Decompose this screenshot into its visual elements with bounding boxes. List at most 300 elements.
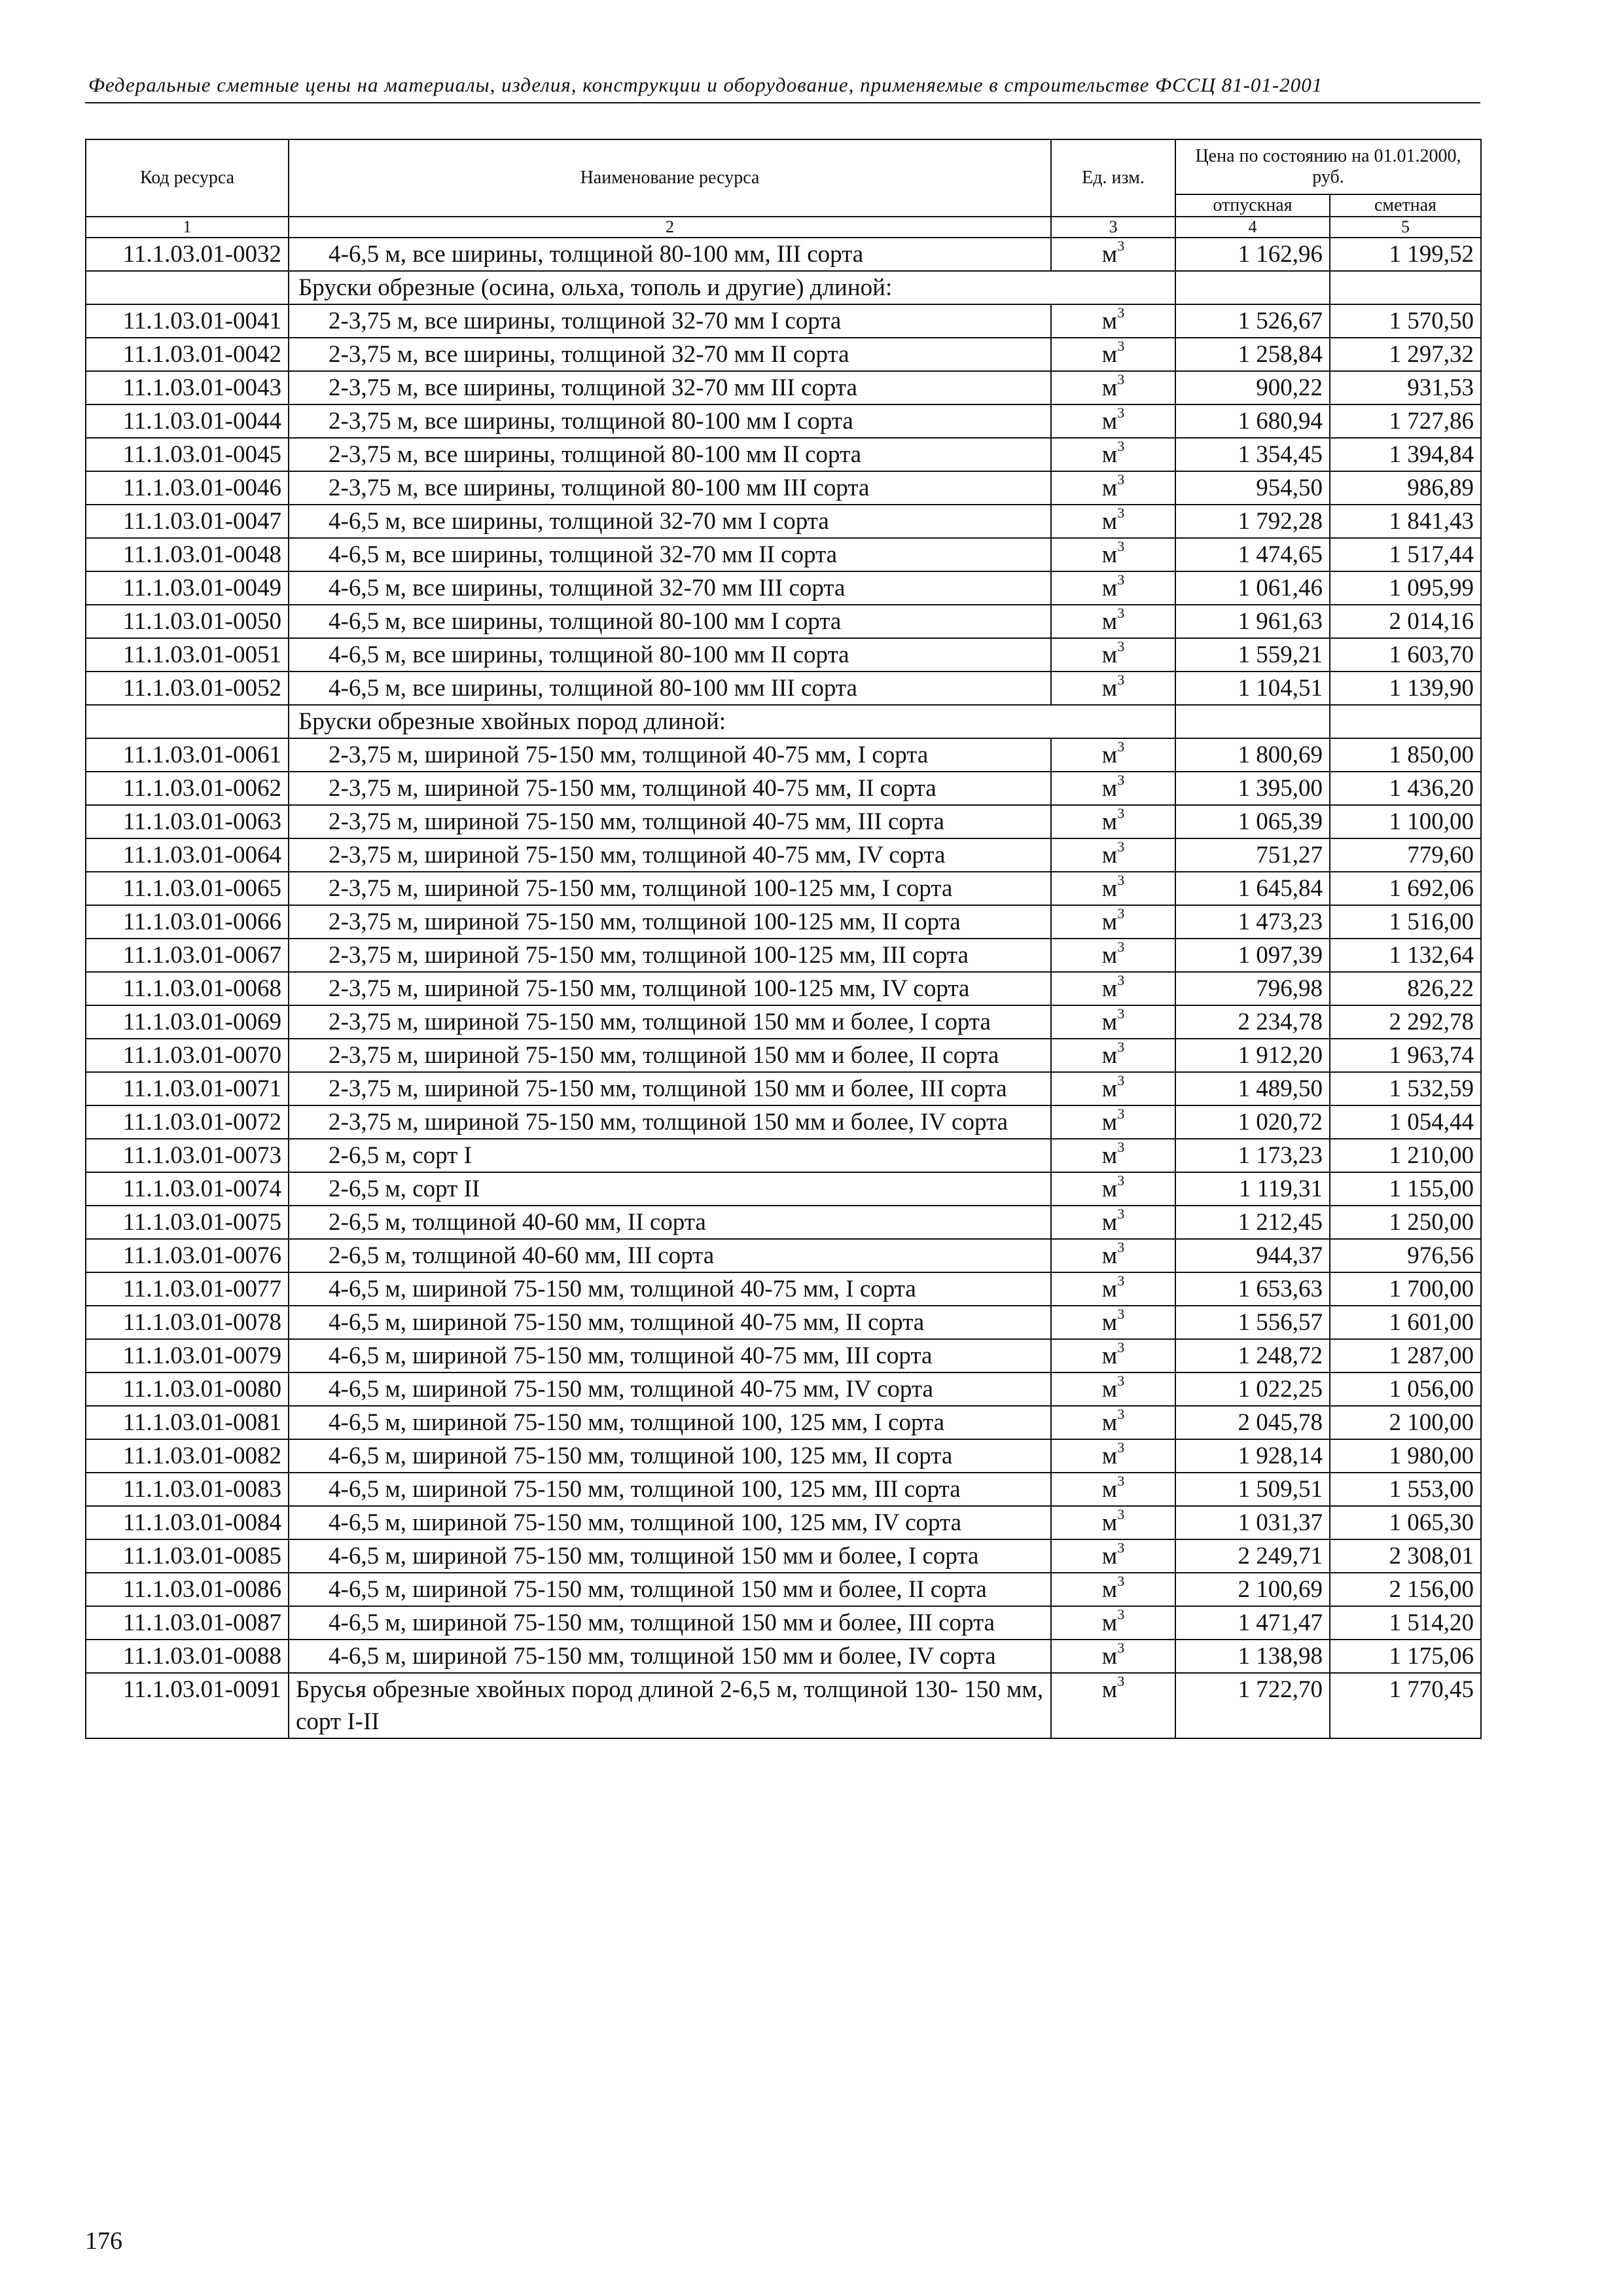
table-row bbox=[86, 1539, 1481, 1573]
unit-base: м bbox=[1101, 341, 1118, 368]
resource-name-cell bbox=[289, 1573, 1051, 1606]
table-row bbox=[86, 1206, 1481, 1239]
unit-cell bbox=[1051, 672, 1175, 705]
release-price: 1 258,84 bbox=[1175, 338, 1330, 371]
release-price: 1 645,84 bbox=[1175, 872, 1330, 905]
resource-name-cell bbox=[289, 304, 1051, 338]
table-row bbox=[86, 1640, 1481, 1673]
estimate-price: 931,53 bbox=[1330, 371, 1481, 404]
unit-base: м bbox=[1101, 1075, 1118, 1102]
unit-base: м bbox=[1101, 508, 1118, 535]
table-row bbox=[86, 738, 1481, 772]
unit-cell bbox=[1051, 1573, 1175, 1606]
estimate-price: 1 963,74 bbox=[1330, 1039, 1481, 1072]
resource-code: 11.1.03.01-0067 bbox=[86, 939, 289, 972]
release-price: 1 526,67 bbox=[1175, 304, 1330, 338]
resource-code: 11.1.03.01-0080 bbox=[86, 1372, 289, 1406]
unit-cell bbox=[1051, 438, 1175, 471]
table-row bbox=[86, 471, 1481, 505]
release-price: 2 234,78 bbox=[1175, 1005, 1330, 1039]
resource-code: 11.1.03.01-0084 bbox=[86, 1506, 289, 1539]
unit-cell bbox=[1051, 1473, 1175, 1506]
resource-code: 11.1.03.01-0073 bbox=[86, 1139, 289, 1172]
unit-cell bbox=[1051, 1206, 1175, 1239]
resource-code: 11.1.03.01-0050 bbox=[86, 605, 289, 638]
table-row bbox=[86, 1606, 1481, 1640]
release-price: 2 100,69 bbox=[1175, 1573, 1330, 1606]
estimate-price: 1 570,50 bbox=[1330, 304, 1481, 338]
resource-name: 4-6,5 м, все ширины, толщиной 32-70 мм I сорта bbox=[329, 508, 829, 535]
column-number-row bbox=[86, 217, 1481, 238]
estimate-price: 1 700,00 bbox=[1330, 1272, 1481, 1306]
group-heading-row bbox=[86, 705, 1481, 738]
unit-cell bbox=[1051, 1306, 1175, 1339]
resource-name-cell bbox=[289, 772, 1051, 805]
estimate-price: 1 250,00 bbox=[1330, 1206, 1481, 1239]
price-table bbox=[85, 139, 1482, 1739]
unit-cell bbox=[1051, 304, 1175, 338]
release-price: 1 138,98 bbox=[1175, 1640, 1330, 1673]
col-header-release: отпускная bbox=[1175, 194, 1330, 217]
release-price: 1 722,70 bbox=[1175, 1673, 1330, 1738]
release-price: 1 173,23 bbox=[1175, 1139, 1330, 1172]
unit-exponent: 3 bbox=[1117, 1038, 1125, 1055]
unit-cell bbox=[1051, 404, 1175, 438]
col-number: 2 bbox=[289, 217, 1051, 238]
unit-base: м bbox=[1101, 1175, 1118, 1202]
unit-cell bbox=[1051, 238, 1175, 271]
col-header-unit: Ед. изм. bbox=[1051, 139, 1175, 217]
release-price: 1 065,39 bbox=[1175, 805, 1330, 838]
unit-exponent: 3 bbox=[1117, 1505, 1125, 1522]
table-row bbox=[86, 1039, 1481, 1072]
unit-exponent: 3 bbox=[1117, 738, 1125, 755]
resource-name: 2-3,75 м, все ширины, толщиной 80-100 мм II сорта bbox=[329, 441, 862, 468]
estimate-price: 1 517,44 bbox=[1330, 538, 1481, 571]
table-row bbox=[86, 605, 1481, 638]
unit-exponent: 3 bbox=[1117, 804, 1125, 821]
estimate-price: 1 100,00 bbox=[1330, 805, 1481, 838]
unit-base: м bbox=[1101, 1276, 1118, 1302]
resource-name: 2-3,75 м, шириной 75-150 мм, толщиной 150 мм и более, III сорта bbox=[329, 1075, 1007, 1102]
resource-code: 11.1.03.01-0032 bbox=[86, 238, 289, 271]
group-heading: Бруски обрезные хвойных пород длиной: bbox=[289, 705, 1175, 738]
unit-exponent: 3 bbox=[1117, 1672, 1125, 1689]
resource-name: 2-3,75 м, шириной 75-150 мм, толщиной 40-75 мм, IV сорта bbox=[329, 842, 946, 869]
release-price: 1 509,51 bbox=[1175, 1473, 1330, 1506]
resource-name: 4-6,5 м, шириной 75-150 мм, толщиной 100, 125 мм, I сорта bbox=[329, 1409, 945, 1436]
resource-name-cell bbox=[289, 972, 1051, 1005]
table-row bbox=[86, 772, 1481, 805]
unit-base: м bbox=[1101, 775, 1118, 802]
resource-code: 11.1.03.01-0047 bbox=[86, 505, 289, 538]
resource-name-cell bbox=[289, 638, 1051, 672]
release-price: 1 961,63 bbox=[1175, 605, 1330, 638]
resource-name-cell bbox=[289, 1172, 1051, 1206]
unit-base: м bbox=[1101, 408, 1118, 435]
resource-code: 11.1.03.01-0082 bbox=[86, 1439, 289, 1473]
unit-exponent: 3 bbox=[1117, 337, 1125, 354]
estimate-price: 1 850,00 bbox=[1330, 738, 1481, 772]
resource-name-cell bbox=[289, 738, 1051, 772]
estimate-price: 2 014,16 bbox=[1330, 605, 1481, 638]
unit-cell bbox=[1051, 1539, 1175, 1573]
unit-cell bbox=[1051, 338, 1175, 371]
unit-base: м bbox=[1101, 1242, 1118, 1269]
table-row bbox=[86, 1372, 1481, 1406]
unit-exponent: 3 bbox=[1117, 1205, 1125, 1222]
unit-cell bbox=[1051, 1239, 1175, 1272]
estimate-price: 1 436,20 bbox=[1330, 772, 1481, 805]
unit-cell bbox=[1051, 905, 1175, 939]
resource-code: 11.1.03.01-0072 bbox=[86, 1105, 289, 1139]
release-price: 1 104,51 bbox=[1175, 672, 1330, 705]
resource-name: 2-3,75 м, все ширины, толщиной 80-100 мм III сорта bbox=[329, 475, 870, 501]
resource-name: 2-3,75 м, шириной 75-150 мм, толщиной 100-125 мм, I сорта bbox=[329, 875, 953, 902]
table-row bbox=[86, 1306, 1481, 1339]
resource-name-cell bbox=[289, 805, 1051, 838]
resource-name: 2-3,75 м, все ширины, толщиной 32-70 мм III сорта bbox=[329, 374, 857, 401]
estimate-price: 1 727,86 bbox=[1330, 404, 1481, 438]
resource-code: 11.1.03.01-0043 bbox=[86, 371, 289, 404]
resource-name: 4-6,5 м, все ширины, толщиной 32-70 мм II сорта bbox=[329, 541, 838, 568]
unit-exponent: 3 bbox=[1117, 1639, 1125, 1656]
resource-name-cell bbox=[289, 1539, 1051, 1573]
unit-cell bbox=[1051, 371, 1175, 404]
unit-exponent: 3 bbox=[1117, 1071, 1125, 1088]
unit-exponent: 3 bbox=[1117, 671, 1125, 688]
unit-base: м bbox=[1101, 675, 1118, 702]
resource-name-cell bbox=[289, 1473, 1051, 1506]
resource-name: 4-6,5 м, шириной 75-150 мм, толщиной 40-75 мм, III сорта bbox=[329, 1342, 933, 1369]
unit-cell bbox=[1051, 1172, 1175, 1206]
unit-exponent: 3 bbox=[1117, 1338, 1125, 1355]
table-row bbox=[86, 1139, 1481, 1172]
unit-base: м bbox=[1101, 1476, 1118, 1503]
estimate-price: 976,56 bbox=[1330, 1239, 1481, 1272]
group-heading: Бруски обрезные (осина, ольха, тополь и другие) длиной: bbox=[289, 271, 1175, 304]
estimate-price: 1 841,43 bbox=[1330, 505, 1481, 538]
col-number: 5 bbox=[1330, 217, 1481, 238]
unit-cell bbox=[1051, 471, 1175, 505]
empty-price-cell bbox=[1175, 271, 1330, 304]
resource-name-cell bbox=[289, 672, 1051, 705]
resource-name-cell bbox=[289, 1640, 1051, 1673]
resource-name: 4-6,5 м, все ширины, толщиной 80-100 мм I сорта bbox=[329, 608, 842, 635]
estimate-price: 1 054,44 bbox=[1330, 1105, 1481, 1139]
unit-cell bbox=[1051, 805, 1175, 838]
resource-name: 4-6,5 м, все ширины, толщиной 32-70 мм III сорта bbox=[329, 575, 846, 601]
unit-exponent: 3 bbox=[1117, 771, 1125, 788]
resource-code: 11.1.03.01-0062 bbox=[86, 772, 289, 805]
unit-cell bbox=[1051, 939, 1175, 972]
table-row bbox=[86, 338, 1481, 371]
unit-base: м bbox=[1101, 641, 1118, 668]
resource-name-cell bbox=[289, 338, 1051, 371]
table-row bbox=[86, 505, 1481, 538]
resource-name-cell bbox=[289, 471, 1051, 505]
unit-cell bbox=[1051, 1439, 1175, 1473]
resource-name: 2-3,75 м, шириной 75-150 мм, толщиной 40-75 мм, III сорта bbox=[329, 808, 944, 835]
unit-base: м bbox=[1101, 742, 1118, 768]
resource-name: 4-6,5 м, шириной 75-150 мм, толщиной 100, 125 мм, III сорта bbox=[329, 1476, 961, 1503]
unit-base: м bbox=[1101, 1409, 1118, 1436]
unit-exponent: 3 bbox=[1117, 1539, 1125, 1556]
resource-name: 2-3,75 м, шириной 75-150 мм, толщиной 100-125 мм, IV сорта bbox=[329, 975, 970, 1002]
resource-name-cell bbox=[289, 905, 1051, 939]
unit-cell bbox=[1051, 838, 1175, 872]
resource-name-cell bbox=[289, 1272, 1051, 1306]
table-row bbox=[86, 1573, 1481, 1606]
table-row bbox=[86, 872, 1481, 905]
unit-base: м bbox=[1101, 308, 1118, 334]
unit-exponent: 3 bbox=[1117, 504, 1125, 521]
resource-name-cell bbox=[289, 1239, 1051, 1272]
release-price: 1 212,45 bbox=[1175, 1206, 1330, 1239]
table-row bbox=[86, 1239, 1481, 1272]
table-row bbox=[86, 1439, 1481, 1473]
resource-code: 11.1.03.01-0076 bbox=[86, 1239, 289, 1272]
resource-code: 11.1.03.01-0083 bbox=[86, 1473, 289, 1506]
resource-name: 2-3,75 м, шириной 75-150 мм, толщиной 150 мм и более, IV сорта bbox=[329, 1109, 1008, 1136]
resource-name: 2-3,75 м, шириной 75-150 мм, толщиной 100-125 мм, III сорта bbox=[329, 942, 969, 969]
unit-base: м bbox=[1101, 1609, 1118, 1636]
resource-name: 2-3,75 м, шириной 75-150 мм, толщиной 150 мм и более, I сорта bbox=[329, 1009, 991, 1035]
empty-code-cell bbox=[86, 271, 289, 304]
resource-name-cell bbox=[289, 1673, 1051, 1738]
col-header-code: Код ресурса bbox=[86, 139, 289, 217]
unit-exponent: 3 bbox=[1117, 537, 1125, 554]
release-price: 944,37 bbox=[1175, 1239, 1330, 1272]
resource-code: 11.1.03.01-0088 bbox=[86, 1640, 289, 1673]
unit-cell bbox=[1051, 605, 1175, 638]
unit-exponent: 3 bbox=[1117, 237, 1125, 254]
estimate-price: 1 155,00 bbox=[1330, 1172, 1481, 1206]
empty-price-cell bbox=[1330, 705, 1481, 738]
estimate-price: 1 297,32 bbox=[1330, 338, 1481, 371]
release-price: 1 559,21 bbox=[1175, 638, 1330, 672]
resource-code: 11.1.03.01-0087 bbox=[86, 1606, 289, 1640]
unit-exponent: 3 bbox=[1117, 938, 1125, 955]
release-price: 1 556,57 bbox=[1175, 1306, 1330, 1339]
unit-exponent: 3 bbox=[1117, 370, 1125, 387]
table-row bbox=[86, 838, 1481, 872]
resource-code: 11.1.03.01-0086 bbox=[86, 1573, 289, 1606]
release-price: 1 792,28 bbox=[1175, 505, 1330, 538]
group-heading-row bbox=[86, 271, 1481, 304]
resource-name: 4-6,5 м, шириной 75-150 мм, толщиной 150 мм и более, II сорта bbox=[329, 1576, 987, 1603]
unit-cell bbox=[1051, 638, 1175, 672]
estimate-price: 1 770,45 bbox=[1330, 1673, 1481, 1738]
resource-code: 11.1.03.01-0085 bbox=[86, 1539, 289, 1573]
estimate-price: 1 199,52 bbox=[1330, 238, 1481, 271]
resource-name: 2-6,5 м, сорт II bbox=[329, 1175, 480, 1202]
unit-exponent: 3 bbox=[1117, 905, 1125, 922]
unit-cell bbox=[1051, 1105, 1175, 1139]
unit-exponent: 3 bbox=[1117, 304, 1125, 321]
estimate-price: 1 210,00 bbox=[1330, 1139, 1481, 1172]
estimate-price: 1 514,20 bbox=[1330, 1606, 1481, 1640]
resource-name: 4-6,5 м, шириной 75-150 мм, толщиной 100, 125 мм, IV сорта bbox=[329, 1509, 962, 1536]
unit-cell bbox=[1051, 772, 1175, 805]
resource-name-cell bbox=[289, 1105, 1051, 1139]
release-price: 1 162,96 bbox=[1175, 238, 1330, 271]
resource-name: 4-6,5 м, шириной 75-150 мм, толщиной 100, 125 мм, II сорта bbox=[329, 1443, 953, 1469]
unit-cell bbox=[1051, 538, 1175, 571]
estimate-price: 779,60 bbox=[1330, 838, 1481, 872]
resource-name: 2-3,75 м, шириной 75-150 мм, толщиной 150 мм и более, II сорта bbox=[329, 1042, 999, 1069]
resource-code: 11.1.03.01-0078 bbox=[86, 1306, 289, 1339]
resource-code: 11.1.03.01-0064 bbox=[86, 838, 289, 872]
unit-exponent: 3 bbox=[1117, 1439, 1125, 1456]
unit-cell bbox=[1051, 1673, 1175, 1738]
release-price: 1 022,25 bbox=[1175, 1372, 1330, 1406]
table-row bbox=[86, 1072, 1481, 1105]
estimate-price: 1 095,99 bbox=[1330, 571, 1481, 605]
release-price: 1 653,63 bbox=[1175, 1272, 1330, 1306]
unit-cell bbox=[1051, 1072, 1175, 1105]
unit-base: м bbox=[1101, 541, 1118, 568]
col-header-estimate: сметная bbox=[1330, 194, 1481, 217]
resource-code: 11.1.03.01-0071 bbox=[86, 1072, 289, 1105]
resource-name-cell bbox=[289, 505, 1051, 538]
release-price: 1 474,65 bbox=[1175, 538, 1330, 571]
unit-exponent: 3 bbox=[1117, 971, 1125, 988]
release-price: 1 354,45 bbox=[1175, 438, 1330, 471]
resource-name: 2-3,75 м, шириной 75-150 мм, толщиной 100-125 мм, II сорта bbox=[329, 908, 961, 935]
table-row bbox=[86, 538, 1481, 571]
unit-base: м bbox=[1101, 1509, 1118, 1536]
estimate-price: 1 065,30 bbox=[1330, 1506, 1481, 1539]
unit-base: м bbox=[1101, 1309, 1118, 1336]
unit-base: м bbox=[1101, 575, 1118, 601]
unit-base: м bbox=[1101, 441, 1118, 468]
resource-code: 11.1.03.01-0044 bbox=[86, 404, 289, 438]
col-number: 1 bbox=[86, 217, 289, 238]
unit-cell bbox=[1051, 1406, 1175, 1439]
table-row bbox=[86, 805, 1481, 838]
resource-name-cell bbox=[289, 438, 1051, 471]
unit-cell bbox=[1051, 1640, 1175, 1673]
resource-name-cell bbox=[289, 404, 1051, 438]
unit-base: м bbox=[1101, 842, 1118, 869]
unit-exponent: 3 bbox=[1117, 1105, 1125, 1122]
unit-base: м bbox=[1101, 1109, 1118, 1136]
release-price: 1 800,69 bbox=[1175, 738, 1330, 772]
resource-code: 11.1.03.01-0049 bbox=[86, 571, 289, 605]
release-price: 1 020,72 bbox=[1175, 1105, 1330, 1139]
release-price: 1 248,72 bbox=[1175, 1339, 1330, 1372]
resource-name: 4-6,5 м, шириной 75-150 мм, толщиной 40-75 мм, I сорта bbox=[329, 1276, 916, 1302]
resource-code: 11.1.03.01-0042 bbox=[86, 338, 289, 371]
resource-name-cell bbox=[289, 238, 1051, 271]
unit-exponent: 3 bbox=[1117, 571, 1125, 588]
resource-name-cell bbox=[289, 1439, 1051, 1473]
table-row bbox=[86, 238, 1481, 271]
release-price: 1 680,94 bbox=[1175, 404, 1330, 438]
unit-cell bbox=[1051, 571, 1175, 605]
estimate-price: 1 139,90 bbox=[1330, 672, 1481, 705]
estimate-price: 1 175,06 bbox=[1330, 1640, 1481, 1673]
release-price: 954,50 bbox=[1175, 471, 1330, 505]
resource-code: 11.1.03.01-0065 bbox=[86, 872, 289, 905]
resource-name-cell bbox=[289, 1506, 1051, 1539]
table-row bbox=[86, 1406, 1481, 1439]
resource-name-cell bbox=[289, 1306, 1051, 1339]
resource-name-cell bbox=[289, 538, 1051, 571]
table-body bbox=[86, 238, 1481, 1738]
table-row bbox=[86, 1172, 1481, 1206]
resource-code: 11.1.03.01-0041 bbox=[86, 304, 289, 338]
table-row bbox=[86, 905, 1481, 939]
resource-code: 11.1.03.01-0068 bbox=[86, 972, 289, 1005]
resource-name-cell bbox=[289, 1039, 1051, 1072]
unit-base: м bbox=[1101, 374, 1118, 401]
unit-base: м bbox=[1101, 975, 1118, 1002]
unit-exponent: 3 bbox=[1117, 1405, 1125, 1422]
unit-cell bbox=[1051, 1372, 1175, 1406]
unit-base: м bbox=[1101, 875, 1118, 902]
unit-base: м bbox=[1101, 1342, 1118, 1369]
release-price: 1 031,37 bbox=[1175, 1506, 1330, 1539]
resource-name: 4-6,5 м, все ширины, толщиной 80-100 мм II сорта bbox=[329, 641, 849, 668]
unit-cell bbox=[1051, 1506, 1175, 1539]
empty-code-cell bbox=[86, 705, 289, 738]
resource-code: 11.1.03.01-0070 bbox=[86, 1039, 289, 1072]
estimate-price: 1 516,00 bbox=[1330, 905, 1481, 939]
unit-cell bbox=[1051, 1005, 1175, 1039]
col-number: 3 bbox=[1051, 217, 1175, 238]
table-row bbox=[86, 1473, 1481, 1506]
unit-base: м bbox=[1101, 1209, 1118, 1236]
resource-code: 11.1.03.01-0077 bbox=[86, 1272, 289, 1306]
resource-code: 11.1.03.01-0079 bbox=[86, 1339, 289, 1372]
estimate-price: 826,22 bbox=[1330, 972, 1481, 1005]
estimate-price: 1 980,00 bbox=[1330, 1439, 1481, 1473]
estimate-price: 1 553,00 bbox=[1330, 1473, 1481, 1506]
unit-base: м bbox=[1101, 1376, 1118, 1403]
release-price: 1 928,14 bbox=[1175, 1439, 1330, 1473]
resource-name-cell bbox=[289, 371, 1051, 404]
col-header-price: Цена по состоянию на 01.01.2000, руб. bbox=[1175, 139, 1481, 194]
resource-name: 2-6,5 м, толщиной 40-60 мм, III сорта bbox=[329, 1242, 715, 1269]
unit-cell bbox=[1051, 1139, 1175, 1172]
unit-cell bbox=[1051, 1339, 1175, 1372]
unit-cell bbox=[1051, 505, 1175, 538]
estimate-price: 1 056,00 bbox=[1330, 1372, 1481, 1406]
resource-code: 11.1.03.01-0052 bbox=[86, 672, 289, 705]
unit-exponent: 3 bbox=[1117, 871, 1125, 888]
unit-base: м bbox=[1101, 1443, 1118, 1469]
resource-name: 4-6,5 м, шириной 75-150 мм, толщиной 40-75 мм, II сорта bbox=[329, 1309, 925, 1336]
table-row bbox=[86, 1272, 1481, 1306]
resource-name-cell bbox=[289, 1606, 1051, 1640]
unit-cell bbox=[1051, 872, 1175, 905]
release-price: 796,98 bbox=[1175, 972, 1330, 1005]
unit-base: м bbox=[1101, 608, 1118, 635]
release-price: 1 489,50 bbox=[1175, 1072, 1330, 1105]
resource-code: 11.1.03.01-0063 bbox=[86, 805, 289, 838]
unit-exponent: 3 bbox=[1117, 437, 1125, 454]
unit-cell bbox=[1051, 1039, 1175, 1072]
resource-name-cell bbox=[289, 1406, 1051, 1439]
release-price: 1 473,23 bbox=[1175, 905, 1330, 939]
unit-cell bbox=[1051, 972, 1175, 1005]
release-price: 900,22 bbox=[1175, 371, 1330, 404]
resource-code: 11.1.03.01-0075 bbox=[86, 1206, 289, 1239]
table-row bbox=[86, 1673, 1481, 1738]
unit-cell bbox=[1051, 1272, 1175, 1306]
